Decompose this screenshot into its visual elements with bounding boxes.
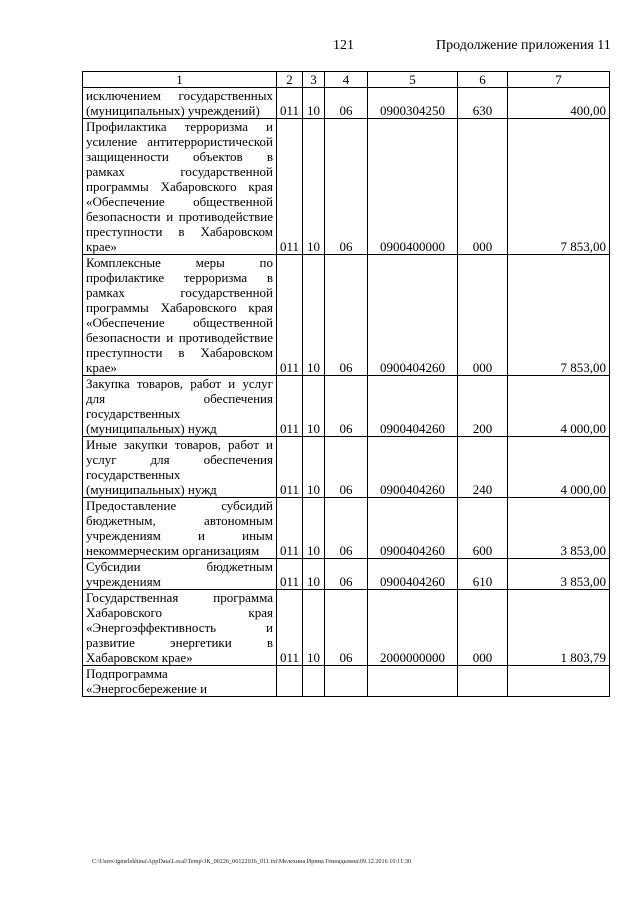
column-header: 7 [508, 72, 610, 88]
budget-table [82, 71, 610, 697]
table-row [83, 559, 610, 590]
table-row [83, 590, 610, 666]
amount: 1 803,79 [508, 590, 610, 666]
column-header: 6 [458, 72, 508, 88]
row-description: Субсидии бюджетным учреждениям [83, 559, 277, 590]
expense-type-code: 000 [458, 255, 508, 376]
subsection-code: 06 [325, 559, 368, 590]
row-description: Государственная программа Хабаровского края «Энергоэффективность и развитие энергетики в Хабаровском крае» [83, 590, 277, 666]
subsection-code [325, 666, 368, 697]
expense-type-code: 200 [458, 376, 508, 437]
row-description: исключением государственных (муниципальных) учреждений) [83, 88, 277, 119]
column-header: 2 [277, 72, 303, 88]
ministry-code: 011 [277, 437, 303, 498]
target-article-code [368, 666, 458, 697]
table-row [83, 119, 610, 255]
expense-type-code: 000 [458, 590, 508, 666]
subsection-code: 06 [325, 119, 368, 255]
target-article-code: 0900404260 [368, 559, 458, 590]
column-header: 5 [368, 72, 458, 88]
column-header: 1 [83, 72, 277, 88]
expense-type-code: 630 [458, 88, 508, 119]
row-description: Подпрограмма «Энергосбережение и [83, 666, 277, 697]
amount: 7 853,00 [508, 255, 610, 376]
amount: 7 853,00 [508, 119, 610, 255]
column-header: 3 [303, 72, 325, 88]
amount: 3 853,00 [508, 498, 610, 559]
appendix-note: Продолжение приложения 11 [436, 38, 611, 53]
table-row [83, 498, 610, 559]
expense-type-code: 600 [458, 498, 508, 559]
ministry-code: 011 [277, 498, 303, 559]
amount [508, 666, 610, 697]
subsection-code: 06 [325, 255, 368, 376]
target-article-code: 0900404260 [368, 437, 458, 498]
expense-type-code [458, 666, 508, 697]
target-article-code: 0900404260 [368, 376, 458, 437]
target-article-code: 0900400000 [368, 119, 458, 255]
page-number: 121 [333, 38, 354, 53]
section-code: 10 [303, 376, 325, 437]
expense-type-code: 240 [458, 437, 508, 498]
table-row [83, 666, 610, 697]
subsection-code: 06 [325, 376, 368, 437]
subsection-code: 06 [325, 88, 368, 119]
target-article-code: 0900404260 [368, 255, 458, 376]
target-article-code: 0900304250 [368, 88, 458, 119]
row-description: Комплексные меры по профилактике терроризма в рамках государственной программы Хабаровского края «Обеспечение общественной безопасности и противодействие преступности в Хабаровском крае» [83, 255, 277, 376]
row-description: Иные закупки товаров, работ и услуг для обеспечения государственных (муниципальных) нужд [83, 437, 277, 498]
section-code: 10 [303, 88, 325, 119]
section-code: 10 [303, 590, 325, 666]
subsection-code: 06 [325, 437, 368, 498]
table-header-row [83, 72, 610, 88]
section-code: 10 [303, 559, 325, 590]
section-code: 10 [303, 498, 325, 559]
target-article-code: 2000000000 [368, 590, 458, 666]
document-path-footer: C:\Users\igmelekhina\AppData\Local\Temp\ЗК_00226_06122016_011.txt\Мелехина Ирина Геннадьевна\09.12.2016 10:11:30 [92, 858, 412, 865]
expense-type-code: 610 [458, 559, 508, 590]
table-row [83, 437, 610, 498]
section-code: 10 [303, 119, 325, 255]
amount: 3 853,00 [508, 559, 610, 590]
table-row [83, 255, 610, 376]
expense-type-code: 000 [458, 119, 508, 255]
table-row [83, 88, 610, 119]
subsection-code: 06 [325, 498, 368, 559]
section-code [303, 666, 325, 697]
ministry-code: 011 [277, 590, 303, 666]
row-description: Закупка товаров, работ и услуг для обеспечения государственных (муниципальных) нужд [83, 376, 277, 437]
amount: 400,00 [508, 88, 610, 119]
ministry-code [277, 666, 303, 697]
row-description: Предоставление субсидий бюджетным, автономным учреждениям и иным некоммерческим организациям [83, 498, 277, 559]
ministry-code: 011 [277, 88, 303, 119]
ministry-code: 011 [277, 376, 303, 437]
amount: 4 000,00 [508, 376, 610, 437]
table-row [83, 376, 610, 437]
ministry-code: 011 [277, 255, 303, 376]
ministry-code: 011 [277, 119, 303, 255]
section-code: 10 [303, 437, 325, 498]
column-header: 4 [325, 72, 368, 88]
subsection-code: 06 [325, 590, 368, 666]
amount: 4 000,00 [508, 437, 610, 498]
row-description: Профилактика терроризма и усиление антитеррористической защищенности объектов в рамках государственной программы Хабаровского края «Обеспечение общественной безопасности и противодействие преступности в Хабаровском крае» [83, 119, 277, 255]
target-article-code: 0900404260 [368, 498, 458, 559]
ministry-code: 011 [277, 559, 303, 590]
section-code: 10 [303, 255, 325, 376]
